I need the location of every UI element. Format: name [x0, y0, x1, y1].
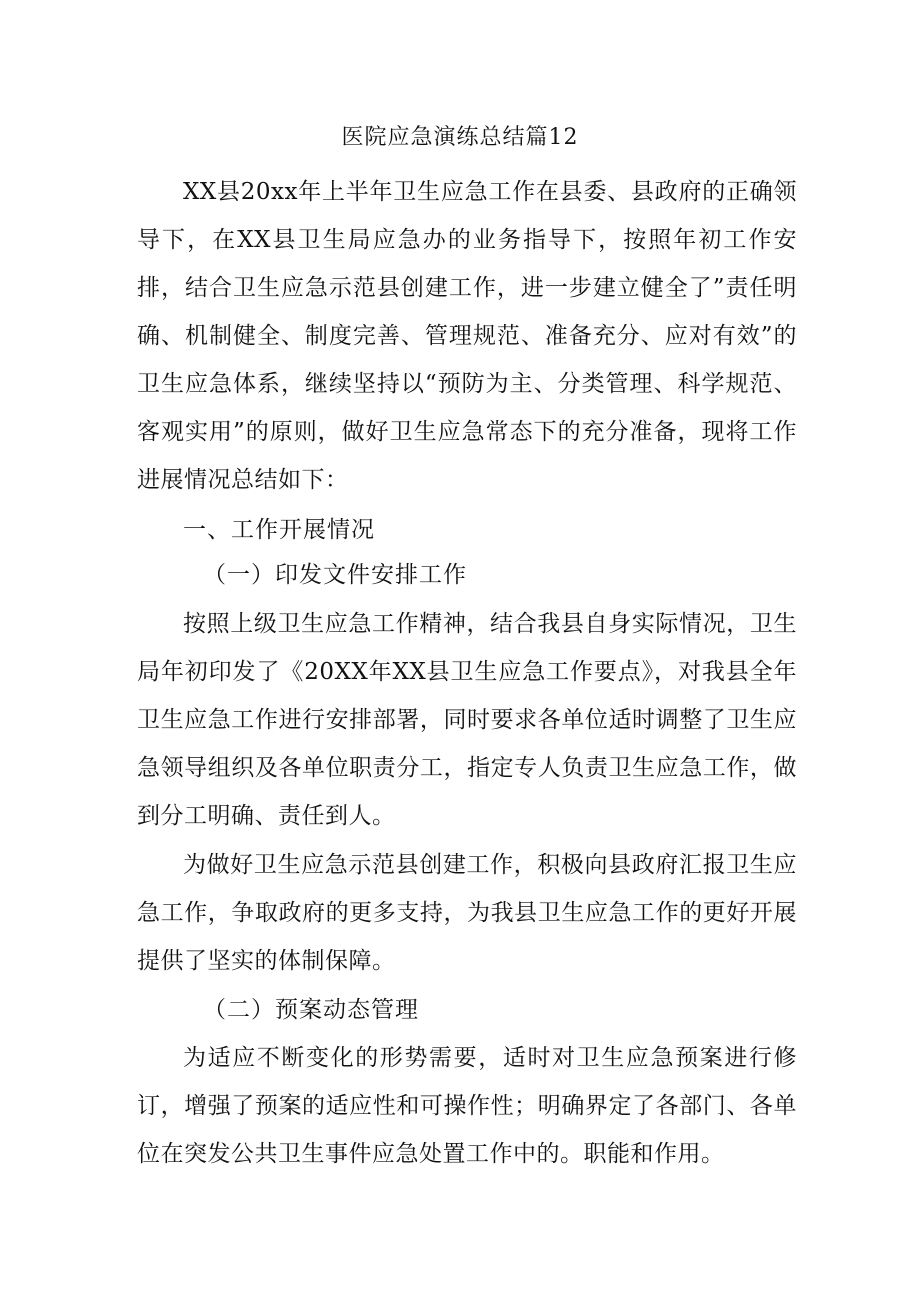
intro-paragraph: XX县20xx年上半年卫生应急工作在县委、县政府的正确领导下，在XX县卫生局应急办的业务指导下，按照年初工作安排，结合卫生应急示范县创建工作，进一步建立健全了”责任明确、机制健全、制度完善、管理规范、准备充分、应对有效”的卫生应急体系，继续坚持以“预防为主、分类管理、科学规范、客观实用”的原则，做好卫生应急常态下的充分准备，现将工作进展情况总结如下： [137, 179, 797, 493]
document-title: 医院应急演练总结篇12 [341, 125, 579, 150]
subsection1-paragraph-1: 按照上级卫生应急工作精神，结合我县自身实际情况，卫生局年初印发了《20XX年XX县卫生应急工作要点》，对我县全年卫生应急工作进行安排部署，同时要求各单位适时调整了卫生应急领导组织及各单位职责分工，指定专人负责卫生应急工作，做到分工明确、责任到人。 [137, 611, 797, 829]
subsection-heading-issue-documents: （一）印发文件安排工作 [203, 562, 467, 588]
subsection2-paragraph-1: 为适应不断变化的形势需要，适时对卫生应急预案进行修订，增强了预案的适应性和可操作性；明确界定了各部门、各单位在突发公共卫生事件应急处置工作中的。职能和作用。 [137, 1045, 797, 1167]
subsection-heading-plan-management: （二）预案动态管理 [203, 997, 419, 1023]
section-heading-work-progress: 一、工作开展情况 [183, 517, 375, 543]
subsection1-paragraph-2: 为做好卫生应急示范县创建工作，积极向县政府汇报卫生应急工作，争取政府的更多支持，为我县卫生应急工作的更好开展提供了坚实的体制保障。 [137, 852, 797, 974]
